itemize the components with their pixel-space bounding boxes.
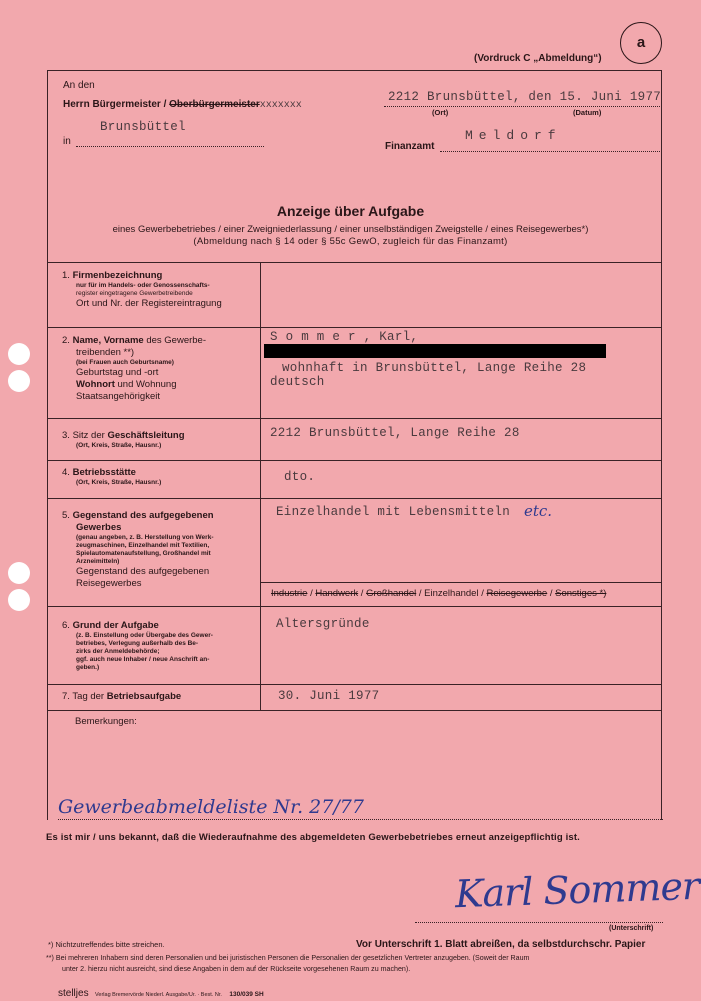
row-divider xyxy=(47,327,661,328)
table-top xyxy=(47,262,661,263)
section-2-line4: Geburtstag und -ort xyxy=(76,367,159,378)
section-5-small4: Arzneimitteln) xyxy=(76,558,120,565)
section-5-value: Einzelhandel mit Lebensmitteln xyxy=(276,505,511,519)
row-divider xyxy=(47,684,661,685)
remarks-frame-left xyxy=(47,710,48,820)
section-4-title: Betriebsstätte xyxy=(72,467,136,478)
remarks-label: Bemerkungen: xyxy=(75,716,137,727)
form-subtitle-2: (Abmeldung nach § 14 oder § 55c GewO, zugleich für das Finanzamt) xyxy=(193,236,508,247)
section-5-line-b: Reisegewerbes xyxy=(76,578,142,589)
section-2-small: (bei Frauen auch Geburtsname) xyxy=(76,359,174,366)
form-type: (Vordruck C „Abmeldung“) xyxy=(474,53,602,64)
recipient-struck: Oberbürgermeister xyxy=(169,99,260,110)
section-6-label xyxy=(62,620,254,672)
section-6-title: Grund der Aufgabe xyxy=(72,620,159,631)
section-6-small3: zirks der Anmeldebehörde; xyxy=(76,648,160,655)
section-2-number: 2. xyxy=(62,335,70,346)
section-3-title-pre: Sitz der xyxy=(72,430,105,441)
publisher-small: Verlag Bremervörde Niederl. Ausgabe/Ur. · Best. Nr. xyxy=(95,992,222,998)
section-7-label xyxy=(62,691,254,703)
section-5-title2: Gewerbes xyxy=(76,522,122,533)
section-4-value: dto. xyxy=(284,470,316,484)
footnote-1: *) Nichtzutreffendes bitte streichen. xyxy=(48,940,165,949)
form-version-label: a xyxy=(636,34,646,51)
section-2-line6: Staatsangehörigkeit xyxy=(76,391,160,402)
order-number: 130/039 SH xyxy=(229,991,264,998)
date-label: (Datum) xyxy=(573,108,602,117)
section-5-value-hand: etc. xyxy=(524,502,553,520)
section-2-line5 xyxy=(76,379,254,391)
section-7-number: 7. xyxy=(62,691,70,702)
municipality-line xyxy=(76,146,264,147)
recipient-title xyxy=(63,99,302,111)
publisher-name: stelljes xyxy=(58,988,89,999)
tear-note: Vor Unterschrift 1. Blatt abreißen, da selbstdurchschr. Papier xyxy=(356,939,646,950)
form-version-circle xyxy=(620,22,662,64)
section-2-label xyxy=(62,335,254,403)
footnote-2-line2: unter 2. hierzu nicht ausreicht, sind diese Angaben in dem auf der Rückseite vorgesehenen Raum zu machen). xyxy=(62,965,411,973)
section-5-small3: Spielautomatenaufstellung, Großhandel mit xyxy=(76,550,211,557)
section-5-line-a: Gegenstand des aufgegebenen xyxy=(76,566,210,577)
section-3-label xyxy=(62,430,254,450)
punch-hole xyxy=(8,370,30,392)
section-3-value: 2212 Brunsbüttel, Lange Reihe 28 xyxy=(270,426,520,440)
signature-line xyxy=(415,922,663,923)
section-3-number: 3. xyxy=(62,430,70,441)
to-label: An den xyxy=(63,80,95,91)
section-3-title-bold: Geschäftsleitung xyxy=(107,430,185,441)
remarks-line xyxy=(58,819,663,820)
category-industrie: Industrie xyxy=(271,588,308,599)
punch-hole xyxy=(8,589,30,611)
frame-top xyxy=(47,70,661,71)
section-6-value: Altersgründe xyxy=(276,617,370,631)
section-5-categories: Industrie / Handwerk / Großhandel / Einzelhandel / Reisegewerbe / Sonstiges *) xyxy=(271,588,607,599)
section-3-small: (Ort, Kreis, Straße, Hausnr.) xyxy=(76,442,162,449)
row-divider xyxy=(47,460,661,461)
municipality-value: Brunsbüttel xyxy=(100,120,186,134)
category-handwerk: Handwerk xyxy=(315,588,359,599)
category-sonstiges: Sonstiges *) xyxy=(555,588,607,599)
section-1-number: 1. xyxy=(62,270,70,281)
place-label: (Ort) xyxy=(432,108,449,117)
section-1-label xyxy=(62,270,254,310)
punch-hole xyxy=(8,562,30,584)
place-date-line xyxy=(384,106,660,107)
frame-right xyxy=(661,70,662,710)
section-7-title-pre: Tag der xyxy=(72,691,105,702)
section-2-name-value: S o m m e r , Karl, xyxy=(270,330,419,344)
section-1-sub3: Ort und Nr. der Registereintragung xyxy=(76,298,222,309)
section-7-title-bold: Betriebsaufgabe xyxy=(106,691,182,702)
section-1-sub2: register eingetragene Gewerbetreibende xyxy=(76,290,193,297)
section-4-number: 4. xyxy=(62,467,70,478)
signature-handwritten: Karl Sommer xyxy=(454,863,700,917)
section-2-residence-value: wohnhaft in Brunsbüttel, Lange Reihe 28 xyxy=(282,361,587,375)
tax-office-value: Meldorf xyxy=(465,128,562,143)
section-2-title-rest: des Gewerbe- xyxy=(146,335,206,346)
strike-x: xxxxxxx xyxy=(259,100,302,111)
section-2-line5-rest: und Wohnung xyxy=(117,379,177,390)
remarks-frame-right xyxy=(661,710,662,820)
section-1-sub1: nur für im Handels- oder Genossenschafts- xyxy=(76,282,210,289)
form-subtitle-1: eines Gewerbebetriebes / einer Zweigniederlassung / einer unselbständigen Zweigstelle / eines Reisegewerbes*) xyxy=(112,224,589,235)
section-4-small: (Ort, Kreis, Straße, Hausnr.) xyxy=(76,479,162,486)
section-2-title-bold: Name, Vorname xyxy=(72,335,144,346)
table-divider xyxy=(260,262,261,710)
section-5-title1: Gegenstand des aufgegebenen xyxy=(72,510,214,521)
category-grosshandel: Großhandel xyxy=(366,588,417,599)
form-title: Anzeige über Aufgabe xyxy=(276,203,425,219)
section-6-number: 6. xyxy=(62,620,70,631)
footnote-2-line1: **) Bei mehreren Inhabern sind deren Personalien und bei juristischen Personen die Personalien der gesetzlichen Vertreter anzugeben. (Soweit der Raum xyxy=(46,954,530,962)
signature-label: (Unterschrift) xyxy=(609,925,654,932)
section-7-value: 30. Juni 1977 xyxy=(278,689,380,703)
tax-office-label: Finanzamt xyxy=(385,141,435,152)
tax-office-line xyxy=(440,151,660,152)
row-divider xyxy=(260,582,661,583)
section-1-title: Firmenbezeichnung xyxy=(72,270,163,281)
section-5-small2: zeugmaschinen, Einzelhandel mit Textilien, xyxy=(76,542,210,549)
section-6-small1: (z. B. Einstellung oder Übergabe des Gewer- xyxy=(76,632,213,639)
section-2-line5-bold: Wohnort xyxy=(76,379,115,390)
section-4-label xyxy=(62,467,254,487)
remarks-handwritten: Gewerbeabmeldeliste Nr. 27/77 xyxy=(58,796,364,818)
category-reisegewerbe: Reisegewerbe xyxy=(486,588,548,599)
row-divider xyxy=(47,498,661,499)
section-2-line2: treibenden **) xyxy=(76,347,135,358)
punch-hole xyxy=(8,343,30,365)
section-5-small1: (genau angeben, z. B. Herstellung von Werk- xyxy=(76,534,214,541)
section-2-nationality-value: deutsch xyxy=(270,375,325,389)
declaration: Es ist mir / uns bekannt, daß die Wiederaufnahme des abgemeldeten Gewerbebetriebes erneut anzeigepflichtig ist. xyxy=(46,832,580,843)
category-einzelhandel: Einzelhandel xyxy=(424,588,479,599)
redaction-bar xyxy=(264,344,606,358)
frame-left xyxy=(47,70,48,710)
recipient-prefix: Herrn Bürgermeister / xyxy=(63,99,167,110)
place-date-value: 2212 Brunsbüttel, den 15. Juni 1977 xyxy=(388,90,662,104)
publisher-line xyxy=(58,983,264,1001)
section-6-small2: betriebes, Verlegung außerhalb des Be- xyxy=(76,640,199,647)
section-5-label xyxy=(62,510,254,590)
section-6-small4: ggf. auch neue Inhaber / neue Anschrift an- xyxy=(76,656,210,663)
in-label: in xyxy=(63,136,71,147)
frame-bottom xyxy=(47,710,661,711)
row-divider xyxy=(47,418,661,419)
row-divider xyxy=(47,606,661,607)
section-6-small5: geben.) xyxy=(76,664,100,671)
section-5-number: 5. xyxy=(62,510,70,521)
